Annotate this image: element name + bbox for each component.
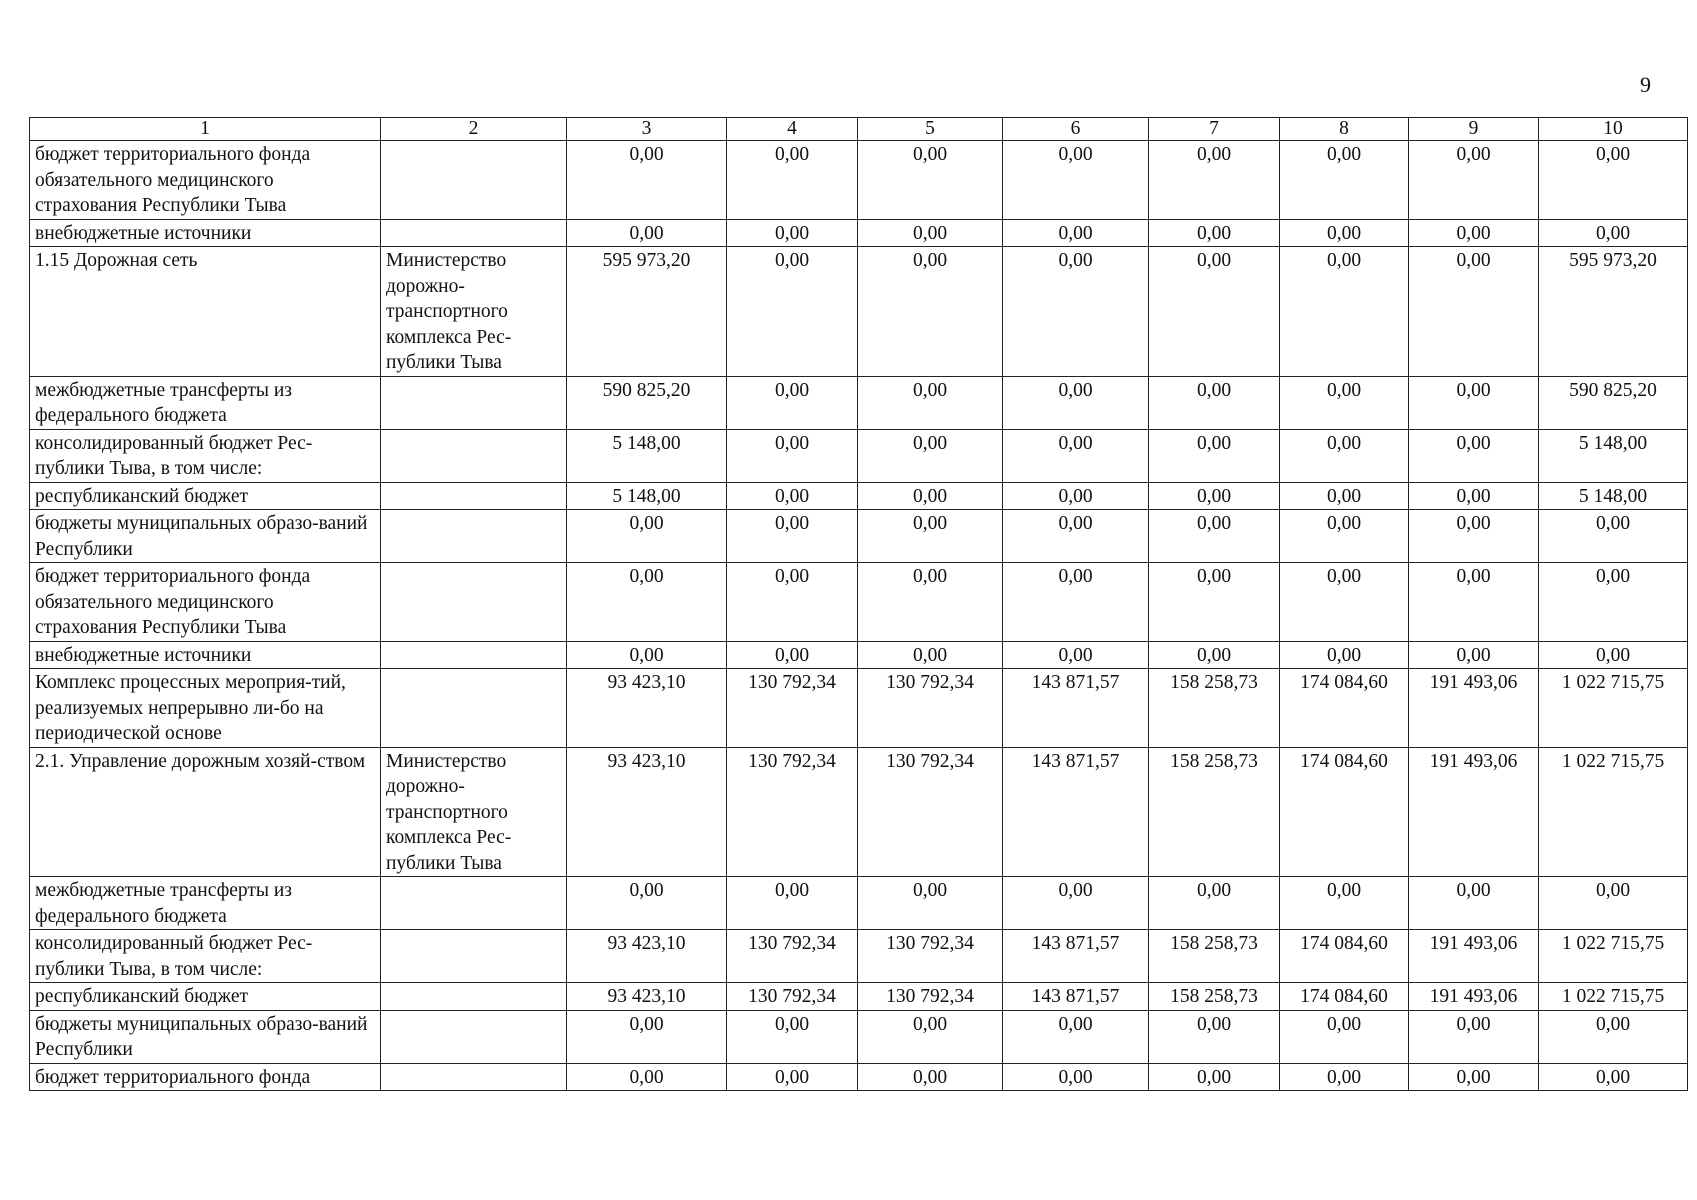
row-responsible: Министерство дорожно-транспортного комплекса Рес-публики Тыва — [381, 247, 567, 377]
header-cell: 7 — [1149, 118, 1280, 141]
row-value: 0,00 — [1409, 141, 1539, 220]
row-value: 0,00 — [1539, 563, 1688, 642]
row-value: 158 258,73 — [1149, 930, 1280, 983]
row-value: 174 084,60 — [1280, 747, 1409, 877]
row-value: 0,00 — [858, 641, 1003, 669]
table-row — [30, 376, 1688, 429]
row-value: 0,00 — [1149, 429, 1280, 482]
row-responsible: Министерство дорожно-транспортного комплекса Рес-публики Тыва — [381, 747, 567, 877]
row-value: 0,00 — [1280, 510, 1409, 563]
row-value: 191 493,06 — [1409, 669, 1539, 748]
row-value: 130 792,34 — [858, 669, 1003, 748]
row-value: 0,00 — [1149, 877, 1280, 930]
row-value: 0,00 — [727, 141, 858, 220]
row-responsible — [381, 563, 567, 642]
row-value: 130 792,34 — [727, 747, 858, 877]
row-value: 0,00 — [727, 247, 858, 377]
row-value: 158 258,73 — [1149, 983, 1280, 1011]
row-value: 0,00 — [567, 877, 727, 930]
row-value: 0,00 — [727, 510, 858, 563]
row-value: 0,00 — [858, 563, 1003, 642]
row-value: 0,00 — [1149, 219, 1280, 247]
table-body — [30, 141, 1688, 1091]
row-value: 0,00 — [727, 376, 858, 429]
row-value: 0,00 — [567, 219, 727, 247]
row-value: 0,00 — [727, 482, 858, 510]
header-cell: 1 — [30, 118, 381, 141]
row-responsible — [381, 669, 567, 748]
row-value: 0,00 — [1149, 141, 1280, 220]
row-value: 0,00 — [1539, 510, 1688, 563]
row-value: 0,00 — [1409, 219, 1539, 247]
row-name: 1.15 Дорожная сеть — [30, 247, 381, 377]
row-value: 191 493,06 — [1409, 983, 1539, 1011]
header-cell: 8 — [1280, 118, 1409, 141]
row-value: 0,00 — [1003, 141, 1149, 220]
row-name: внебюджетные источники — [30, 219, 381, 247]
table-row — [30, 141, 1688, 220]
row-value: 0,00 — [727, 1010, 858, 1063]
row-responsible — [381, 482, 567, 510]
row-value: 0,00 — [1280, 219, 1409, 247]
header-cell: 4 — [727, 118, 858, 141]
row-value: 0,00 — [567, 1063, 727, 1091]
row-responsible — [381, 219, 567, 247]
row-value: 0,00 — [1149, 1063, 1280, 1091]
row-responsible — [381, 877, 567, 930]
row-name: республиканский бюджет — [30, 983, 381, 1011]
row-value: 1 022 715,75 — [1539, 669, 1688, 748]
row-value: 0,00 — [1003, 429, 1149, 482]
row-value: 0,00 — [1003, 510, 1149, 563]
row-value: 0,00 — [1003, 641, 1149, 669]
row-responsible — [381, 1063, 567, 1091]
row-value: 0,00 — [1539, 877, 1688, 930]
row-value: 0,00 — [1409, 641, 1539, 669]
row-value: 174 084,60 — [1280, 930, 1409, 983]
table-row — [30, 510, 1688, 563]
row-value: 0,00 — [727, 219, 858, 247]
row-value: 0,00 — [1280, 247, 1409, 377]
row-value: 0,00 — [567, 141, 727, 220]
table-row — [30, 482, 1688, 510]
row-value: 0,00 — [727, 877, 858, 930]
row-value: 0,00 — [1539, 1010, 1688, 1063]
row-value: 191 493,06 — [1409, 747, 1539, 877]
row-value: 0,00 — [1409, 563, 1539, 642]
header-cell: 10 — [1539, 118, 1688, 141]
row-value: 0,00 — [727, 429, 858, 482]
row-value: 0,00 — [1539, 141, 1688, 220]
row-value: 191 493,06 — [1409, 930, 1539, 983]
table-row — [30, 641, 1688, 669]
row-name: консолидированный бюджет Рес-публики Тыва, в том числе: — [30, 429, 381, 482]
header-row — [30, 118, 1688, 141]
row-name: Комплекс процессных мероприя-тий, реализуемых непрерывно ли-бо на периодической основе — [30, 669, 381, 748]
row-value: 590 825,20 — [1539, 376, 1688, 429]
row-name: бюджеты муниципальных образо-ваний Республики — [30, 1010, 381, 1063]
row-value: 93 423,10 — [567, 983, 727, 1011]
row-value: 130 792,34 — [727, 930, 858, 983]
table-row — [30, 429, 1688, 482]
row-value: 0,00 — [567, 1010, 727, 1063]
row-value: 0,00 — [858, 429, 1003, 482]
row-responsible — [381, 930, 567, 983]
row-value: 1 022 715,75 — [1539, 983, 1688, 1011]
row-value: 143 871,57 — [1003, 747, 1149, 877]
row-value: 0,00 — [1280, 482, 1409, 510]
header-cell: 2 — [381, 118, 567, 141]
row-value: 0,00 — [1280, 376, 1409, 429]
row-value: 5 148,00 — [1539, 429, 1688, 482]
row-value: 0,00 — [1280, 641, 1409, 669]
row-value: 0,00 — [1149, 1010, 1280, 1063]
row-value: 158 258,73 — [1149, 669, 1280, 748]
row-value: 0,00 — [1280, 563, 1409, 642]
row-value: 0,00 — [1149, 510, 1280, 563]
row-value: 0,00 — [727, 1063, 858, 1091]
row-value: 595 973,20 — [1539, 247, 1688, 377]
table-row — [30, 247, 1688, 377]
row-value: 0,00 — [1409, 482, 1539, 510]
row-value: 0,00 — [1149, 641, 1280, 669]
row-value: 0,00 — [1539, 219, 1688, 247]
row-name: республиканский бюджет — [30, 482, 381, 510]
row-name: бюджет территориального фонда обязательного медицинского страхования Республики Тыва — [30, 563, 381, 642]
row-value: 174 084,60 — [1280, 983, 1409, 1011]
row-value: 130 792,34 — [727, 669, 858, 748]
row-value: 158 258,73 — [1149, 747, 1280, 877]
row-value: 0,00 — [1149, 376, 1280, 429]
row-value: 0,00 — [1409, 1010, 1539, 1063]
row-value: 0,00 — [1280, 1063, 1409, 1091]
row-name: межбюджетные трансферты из федерального бюджета — [30, 877, 381, 930]
table-row — [30, 983, 1688, 1011]
row-name: внебюджетные источники — [30, 641, 381, 669]
row-value: 0,00 — [1539, 1063, 1688, 1091]
row-value: 0,00 — [1003, 563, 1149, 642]
row-name: межбюджетные трансферты из федерального бюджета — [30, 376, 381, 429]
row-value: 174 084,60 — [1280, 669, 1409, 748]
row-value: 0,00 — [1280, 877, 1409, 930]
row-value: 5 148,00 — [1539, 482, 1688, 510]
row-value: 0,00 — [1409, 1063, 1539, 1091]
row-name: консолидированный бюджет Рес-публики Тыва, в том числе: — [30, 930, 381, 983]
row-name: бюджет территориального фонда — [30, 1063, 381, 1091]
row-responsible — [381, 429, 567, 482]
row-value: 0,00 — [858, 482, 1003, 510]
row-value: 143 871,57 — [1003, 930, 1149, 983]
row-value: 0,00 — [1409, 429, 1539, 482]
row-value: 0,00 — [858, 1010, 1003, 1063]
table-row — [30, 747, 1688, 877]
row-value: 590 825,20 — [567, 376, 727, 429]
row-value: 0,00 — [1280, 141, 1409, 220]
row-value: 0,00 — [1409, 376, 1539, 429]
row-value: 0,00 — [1280, 1010, 1409, 1063]
row-value: 0,00 — [727, 563, 858, 642]
row-value: 0,00 — [1003, 247, 1149, 377]
row-value: 0,00 — [1003, 219, 1149, 247]
row-responsible — [381, 1010, 567, 1063]
table-row — [30, 219, 1688, 247]
header-cell: 9 — [1409, 118, 1539, 141]
row-value: 0,00 — [1003, 376, 1149, 429]
table-header — [30, 118, 1688, 141]
row-value: 0,00 — [858, 510, 1003, 563]
row-value: 0,00 — [1149, 482, 1280, 510]
row-value: 93 423,10 — [567, 747, 727, 877]
row-responsible — [381, 510, 567, 563]
row-name: 2.1. Управление дорожным хозяй-ством — [30, 747, 381, 877]
row-value: 0,00 — [858, 219, 1003, 247]
row-value: 130 792,34 — [858, 983, 1003, 1011]
row-value: 0,00 — [567, 563, 727, 642]
row-name: бюджет территориального фонда обязательного медицинского страхования Республики Тыва — [30, 141, 381, 220]
row-value: 93 423,10 — [567, 930, 727, 983]
row-value: 130 792,34 — [858, 930, 1003, 983]
header-cell: 6 — [1003, 118, 1149, 141]
row-value: 143 871,57 — [1003, 669, 1149, 748]
row-value: 0,00 — [1003, 482, 1149, 510]
row-responsible — [381, 376, 567, 429]
row-value: 0,00 — [567, 510, 727, 563]
row-value: 0,00 — [1149, 247, 1280, 377]
row-value: 130 792,34 — [858, 747, 1003, 877]
row-value: 0,00 — [1280, 429, 1409, 482]
row-responsible — [381, 641, 567, 669]
row-value: 0,00 — [1003, 1010, 1149, 1063]
row-value: 0,00 — [858, 247, 1003, 377]
row-value: 0,00 — [858, 1063, 1003, 1091]
row-value: 0,00 — [567, 641, 727, 669]
budget-table — [29, 117, 1688, 1091]
row-value: 143 871,57 — [1003, 983, 1149, 1011]
row-value: 0,00 — [1409, 877, 1539, 930]
table-row — [30, 930, 1688, 983]
row-value: 0,00 — [1539, 641, 1688, 669]
table-row — [30, 669, 1688, 748]
row-value: 0,00 — [1149, 563, 1280, 642]
row-value: 93 423,10 — [567, 669, 727, 748]
row-value: 1 022 715,75 — [1539, 930, 1688, 983]
row-value: 0,00 — [1409, 247, 1539, 377]
row-value: 0,00 — [1003, 877, 1149, 930]
row-value: 0,00 — [858, 376, 1003, 429]
table-row — [30, 563, 1688, 642]
table-row — [30, 1063, 1688, 1091]
row-value: 130 792,34 — [727, 983, 858, 1011]
row-value: 0,00 — [858, 877, 1003, 930]
row-value: 5 148,00 — [567, 429, 727, 482]
row-name: бюджеты муниципальных образо-ваний Республики — [30, 510, 381, 563]
header-cell: 5 — [858, 118, 1003, 141]
row-responsible — [381, 983, 567, 1011]
row-value: 0,00 — [858, 141, 1003, 220]
table-row — [30, 1010, 1688, 1063]
row-value: 595 973,20 — [567, 247, 727, 377]
row-value: 0,00 — [1003, 1063, 1149, 1091]
table-row — [30, 877, 1688, 930]
header-cell: 3 — [567, 118, 727, 141]
row-value: 0,00 — [727, 641, 858, 669]
row-responsible — [381, 141, 567, 220]
row-value: 5 148,00 — [567, 482, 727, 510]
row-value: 1 022 715,75 — [1539, 747, 1688, 877]
row-value: 0,00 — [1409, 510, 1539, 563]
page-number: 9 — [1640, 72, 1651, 97]
